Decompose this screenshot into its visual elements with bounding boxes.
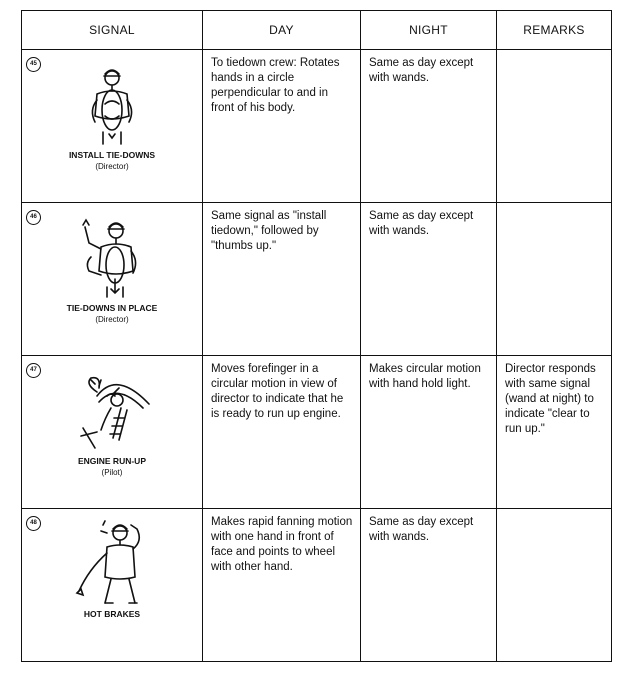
engine-run-up-figure-icon [67,366,157,456]
install-tie-downs-figure-icon [67,60,157,150]
signal-cell [22,203,203,356]
signal-role: (Pilot) [101,468,123,477]
signal-role: (Director) [95,315,129,324]
signal-cell [22,50,203,203]
signal-role: (Director) [95,162,129,171]
remarks-text [497,203,611,209]
hot-brakes-figure-icon [67,519,157,609]
signal-caption: ENGINE RUN-UP [77,456,146,466]
night-cell [361,203,497,356]
signal-table [21,10,612,662]
signal-caption: HOT BRAKES [83,609,141,619]
night-cell [361,356,497,509]
tie-downs-in-place-figure-icon [67,213,157,303]
remarks-cell [497,203,612,356]
remarks-cell [497,509,612,662]
table-row [22,509,612,662]
table-row [22,203,612,356]
day-cell [203,50,361,203]
signal-number: 46 [26,210,41,225]
signal-number: 48 [26,516,41,531]
header-remarks: REMARKS [497,11,612,50]
day-text: To tiedown crew: Rotates hands in a circle perpendicular to and in front of his body. [211,57,340,114]
night-text: Same as day except with wands. [369,57,474,84]
table-row [22,356,612,509]
day-text: Same signal as "install tiedown," followed by "thumbs up." [211,210,327,252]
header-signal: SIGNAL [22,11,203,50]
signal-cell [22,509,203,662]
signal-number: 47 [26,363,41,378]
day-text: Moves forefinger in a circular motion in view of director to indicate that he is ready to run up engine. [211,363,344,420]
header-day: DAY [203,11,361,50]
signal-number: 45 [26,57,41,72]
day-text: Makes rapid fanning motion with one hand in front of face and points to wheel with other hand. [211,516,353,573]
night-text: Makes circular motion with hand hold light. [369,363,481,390]
remarks-text [497,509,611,515]
header-row [22,11,612,50]
night-text: Same as day except with wands. [369,210,474,237]
remarks-text: Director responds with same signal (wand at night) to indicate "clear to run up." [505,363,596,435]
night-cell [361,50,497,203]
signal-caption: INSTALL TIE-DOWNS [68,150,156,160]
remarks-cell [497,50,612,203]
night-cell [361,509,497,662]
header-night: NIGHT [361,11,497,50]
day-cell [203,509,361,662]
remarks-text [497,50,611,56]
signal-caption: TIE-DOWNS IN PLACE [66,303,158,313]
day-cell [203,203,361,356]
day-cell [203,356,361,509]
signal-cell [22,356,203,509]
night-text: Same as day except with wands. [369,516,474,543]
table-row [22,50,612,203]
remarks-cell [497,356,612,509]
